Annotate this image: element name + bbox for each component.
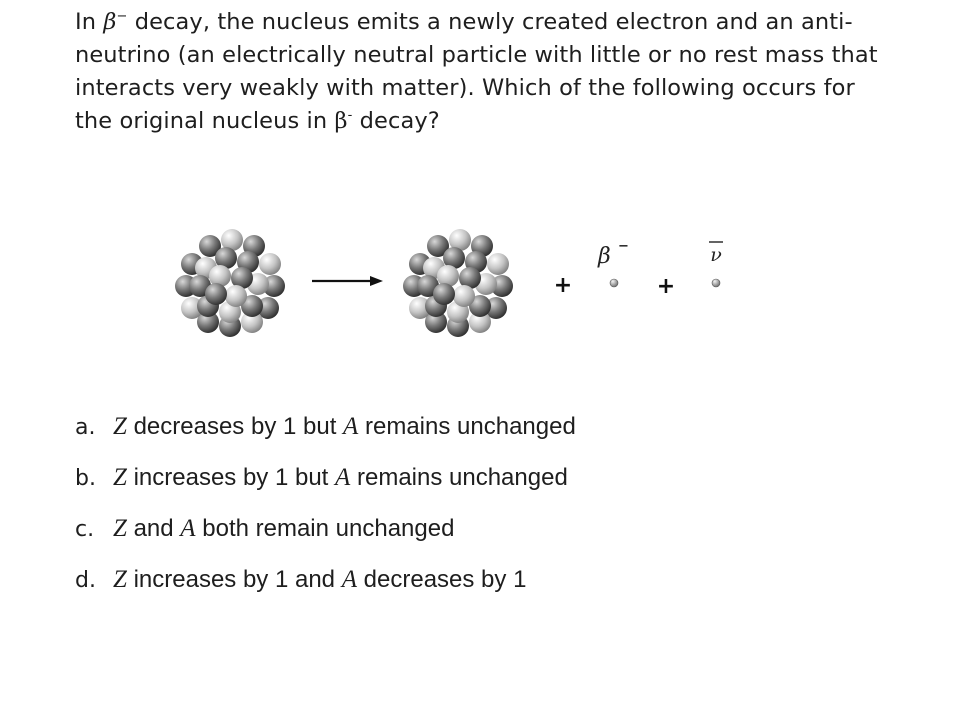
answer-text: remains unchanged	[350, 464, 568, 491]
answer-choice-b[interactable]	[75, 461, 568, 496]
answer-text: increases by 1 and	[126, 566, 342, 593]
beta-minus-superscript: -	[347, 108, 353, 123]
plus-sign: +	[656, 274, 676, 299]
variable-z: Z	[113, 413, 127, 440]
reaction-arrow	[312, 276, 383, 286]
question-line-2: neutrino (an electrically neutral particle with little or no rest mass that	[75, 42, 878, 68]
answer-choice-a[interactable]	[75, 410, 576, 445]
antineutrino-dot	[712, 279, 720, 287]
answer-text: increases by 1 but	[126, 464, 336, 491]
answer-choice-d[interactable]	[75, 563, 526, 598]
answer-letter: c.	[75, 517, 95, 542]
question-line-3: interacts very weakly with matter). Which of the following occurs for	[75, 75, 855, 101]
variable-a: A	[343, 413, 359, 440]
question-line-1-prefix: In	[75, 9, 104, 35]
question-line-4-prefix: the original nucleus in	[75, 108, 335, 134]
plus-sign: +	[553, 273, 573, 298]
beta-symbol: β	[334, 108, 348, 134]
beta-particle-label: β	[598, 244, 611, 269]
answer-choice-c[interactable]	[75, 512, 454, 547]
electron-dot	[610, 279, 618, 287]
beta-minus-superscript: −	[116, 9, 128, 24]
answer-text: remains unchanged	[358, 413, 576, 440]
answer-text: decreases by 1	[356, 566, 527, 593]
beta-symbol: β	[103, 9, 117, 35]
answer-letter: a.	[75, 415, 96, 440]
answer-text: and	[126, 515, 181, 542]
variable-a: A	[180, 515, 196, 542]
variable-a: A	[341, 566, 357, 593]
answer-text: decreases by 1 but	[126, 413, 344, 440]
antineutrino-label: ν	[710, 244, 722, 266]
variable-a: A	[335, 464, 351, 491]
variable-z: Z	[113, 464, 127, 491]
variable-z: Z	[113, 566, 127, 593]
daughter-nucleus	[403, 229, 513, 337]
question-line-1-suffix: decay, the nucleus emits a newly created electron and an anti-	[127, 9, 853, 35]
variable-z: Z	[113, 515, 127, 542]
answer-letter: d.	[75, 568, 96, 593]
beta-particle-charge: −	[618, 239, 629, 254]
answer-text: both remain unchanged	[195, 515, 455, 542]
answer-letter: b.	[75, 466, 96, 491]
parent-nucleus	[175, 229, 285, 337]
question-line-4-suffix: decay?	[352, 108, 440, 134]
